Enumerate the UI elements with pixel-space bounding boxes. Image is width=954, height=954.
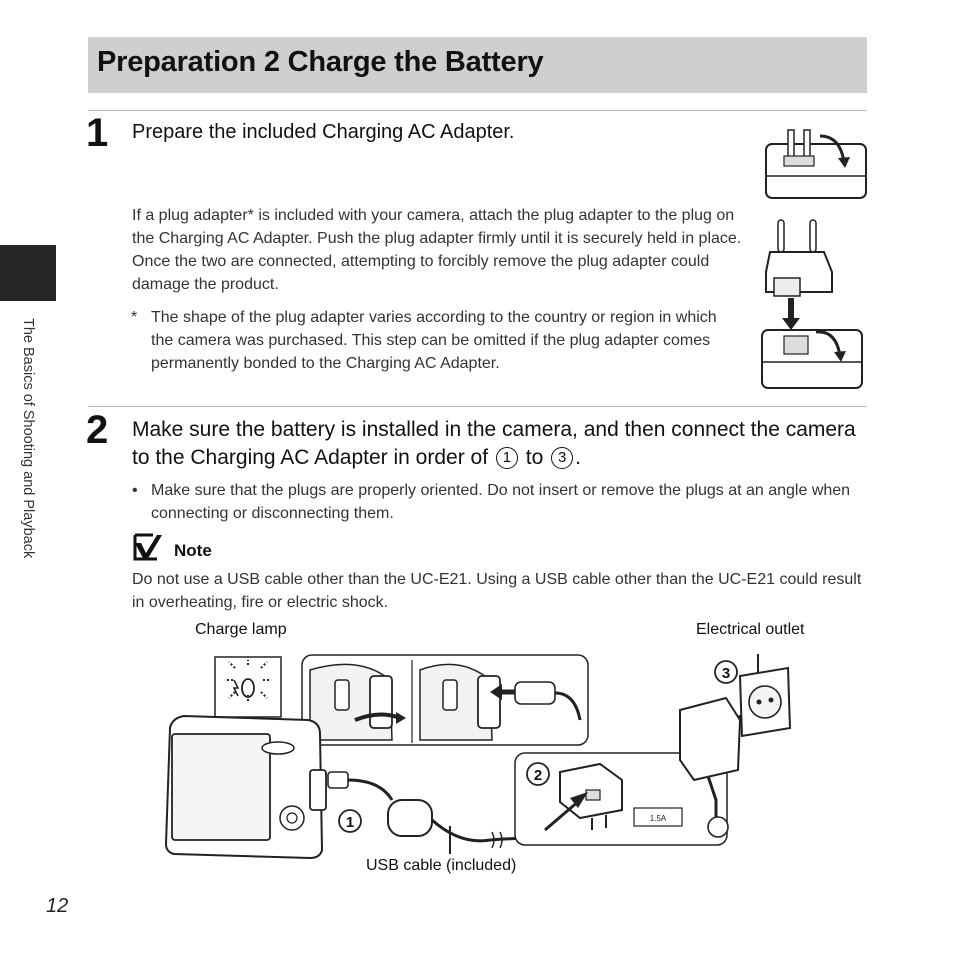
charging-connection-diagram [160, 640, 800, 860]
step1-footnote: The shape of the plug adapter varies according to the country or region in which the camera was purchased. This step can be omitted if the plug adapter comes permanently bonded to the Charging AC Adapter. [151, 309, 717, 372]
callout-3 [715, 661, 737, 683]
wall-outlet-illustration [740, 654, 790, 736]
usb-cable-label: USB cable (included) [366, 857, 517, 874]
charge-lamp-label: Charge lamp [195, 621, 287, 638]
step2-heading [132, 416, 872, 472]
electrical-outlet-label: Electrical outlet [696, 621, 805, 638]
step2-heading-end: . [575, 446, 581, 469]
step2-heading-to: to [525, 446, 544, 469]
section-tab-marker [0, 245, 56, 301]
callout-1-number: 1 [345, 814, 355, 831]
charge-lamp-inset [215, 657, 281, 717]
plug-adapter-attach-illustration [758, 212, 868, 394]
note-text: Do not use a USB cable other than the UC-E21. Using a USB cable other than the UC-E21 could result in overheating, fire or electric shock. [132, 571, 862, 611]
step2-bullet: Make sure that the plugs are properly oriented. Do not insert or remove the plugs at an angle when connecting or disconnecting them. [151, 482, 851, 522]
circled-number-3: 3 [551, 447, 573, 469]
step2-number: 2 [86, 408, 109, 452]
ac-adapter-illustration [760, 126, 870, 206]
footnote-mark: * [131, 309, 138, 326]
adapter-rating-text: 1.5A [649, 814, 667, 823]
page-title: Preparation 2 Charge the Battery [97, 46, 544, 78]
step2-heading-text: Make sure the battery is installed in the camera, and then connect the camera to the Charging AC Adapter in order of [132, 418, 856, 469]
callout-1 [339, 810, 361, 832]
page-number: 12 [46, 895, 69, 917]
callout-3-number: 3 [721, 665, 731, 682]
note-check-icon [133, 533, 163, 561]
step1-divider [88, 110, 867, 111]
camera-port-insets [302, 655, 588, 745]
callout-2 [527, 763, 549, 785]
callout-2-number: 2 [533, 767, 543, 784]
step2-divider [88, 406, 867, 407]
camera-illustration [166, 716, 348, 858]
step1-number: 1 [86, 111, 109, 155]
step1-heading: Prepare the included Charging AC Adapter. [132, 121, 515, 143]
note-title: Note [174, 541, 212, 560]
circled-number-1: 1 [496, 447, 518, 469]
section-side-label: The Basics of Shooting and Playback [20, 318, 36, 559]
step1-paragraph: If a plug adapter* is included with your camera, attach the plug adapter to the plug on the Charging AC Adapter. Push the plug adapter firmly until it is securely held in place. Once the two are connected, attempting to forcibly remove the plug adapter could damage the product. [132, 207, 742, 293]
bullet-mark: • [132, 482, 138, 499]
